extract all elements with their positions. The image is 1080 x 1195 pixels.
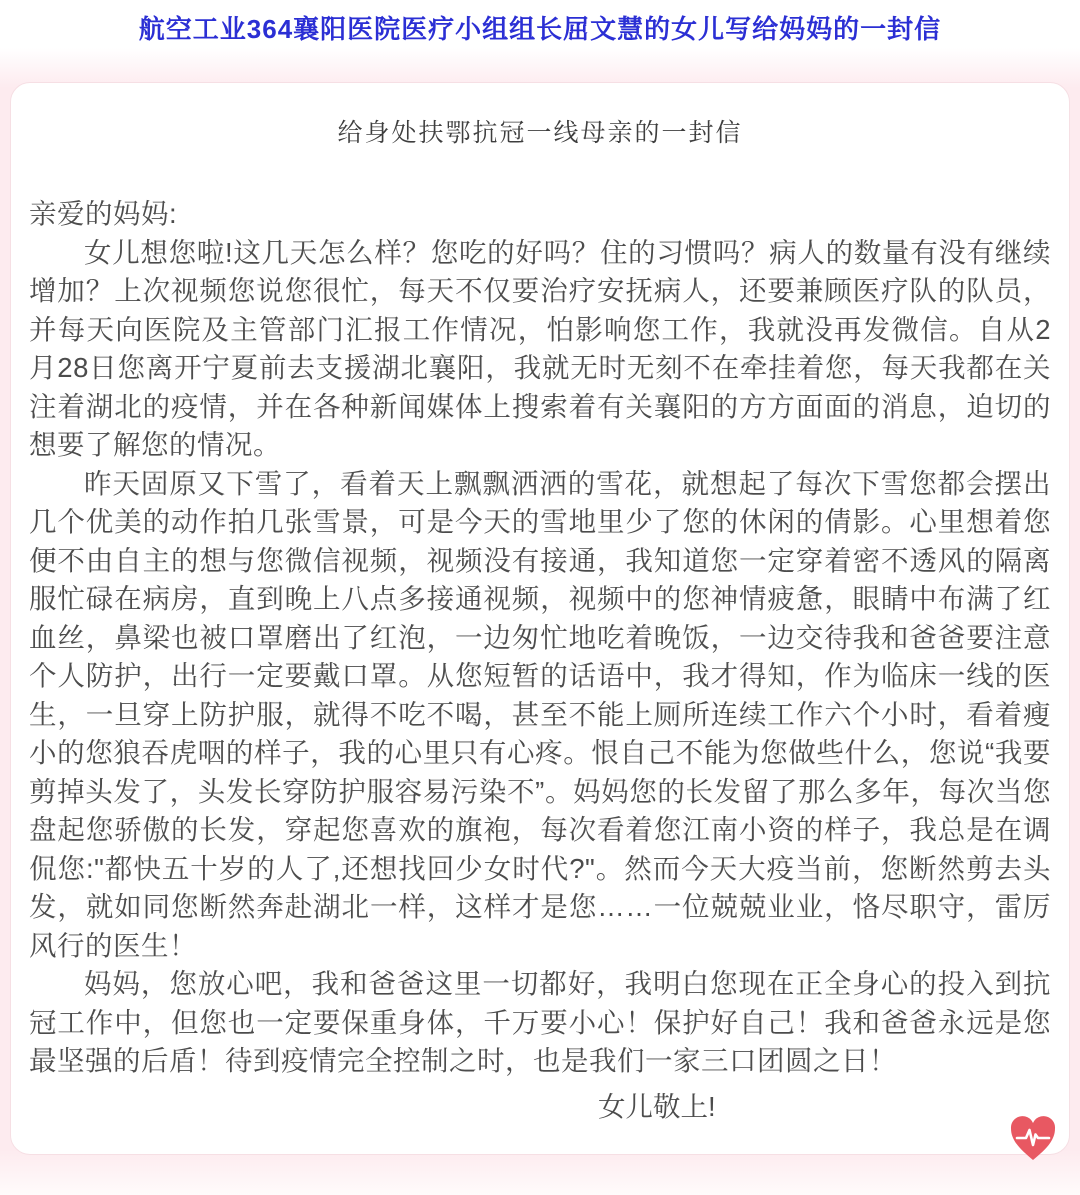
letter-salutation: 亲爱的妈妈: <box>29 198 178 229</box>
letter-paragraph: 女儿想您啦!这几天怎么样？您吃的好吗？住的习惯吗？病人的数量有没有继续增加？上次视频您说您很忙，每天不仅要治疗安抚病人，还要兼顾医疗队的队员，并每天向医院及主管部门汇报工作情况，怕影响您工作，我就没再发微信。自从2月28日您离开宁夏前去支援湖北襄阳，我就无时无刻不在牵挂着您，每天我都在关注着湖北的疫情，并在各种新闻媒体上搜索着有关襄阳的方方面面的消息，迫切的想要了解您的情况。 <box>29 236 1051 460</box>
letter-paragraph: 妈妈，您放心吧，我和爸爸这里一切都好，我明白您现在正全身心的投入到抗冠工作中，但您也一定要保重身体，千万要小心！保护好自己！我和爸爸永远是您最坚强的后盾！待到疫情完全控制之时，也是我们一家三口团圆之日！ <box>29 968 1051 1076</box>
letter-card <box>10 82 1070 1155</box>
letter-body <box>29 195 1051 1081</box>
letter-signature: 女儿敬上! <box>598 1090 716 1122</box>
page-title: 航空工业364襄阳医院医疗小组组长屈文慧的女儿写给妈妈的一封信 <box>138 14 942 44</box>
letter-paragraph: 昨天固原又下雪了，看着天上飘飘洒洒的雪花，就想起了每次下雪您都会摆出几个优美的动作拍几张雪景，可是今天的雪地里少了您的休闲的倩影。心里想着您便不由自主的想与您微信视频，视频没有接通，我知道您一定穿着密不透风的隔离服忙碌在病房，直到晚上八点多接通视频，视频中的您神情疲惫，眼睛中布满了红血丝，鼻梁也被口罩磨出了红泡，一边匆忙地吃着晚饭，一边交待我和爸爸要注意个人防护，出行一定要戴口罩。从您短暂的话语中，我才得知，作为临床一线的医生，一旦穿上防护服，就得不吃不喝，甚至不能上厕所连续工作六个小时，看着瘦小的您狼吞虎咽的样子，我的心里只有心疼。恨自己不能为您做些什么，您说“我要剪掉头发了，头发长穿防护服容易污染不”。妈妈您的长发留了那么多年，每次当您盘起您骄傲的长发，穿起您喜欢的旗袍，每次看着您江南小资的样子，我总是在调侃您:"都快五十岁的人了,还想找回少女时代?"。然而今天大疫当前，您断然剪去头发，就如同您断然奔赴湖北一样，这样才是您……一位兢兢业业，恪尽职守，雷厉风行的医生！ <box>29 467 1051 961</box>
letter-title: 给身处扶鄂抗冠一线母亲的一封信 <box>337 119 743 147</box>
heart-ecg-icon <box>1009 1112 1057 1164</box>
